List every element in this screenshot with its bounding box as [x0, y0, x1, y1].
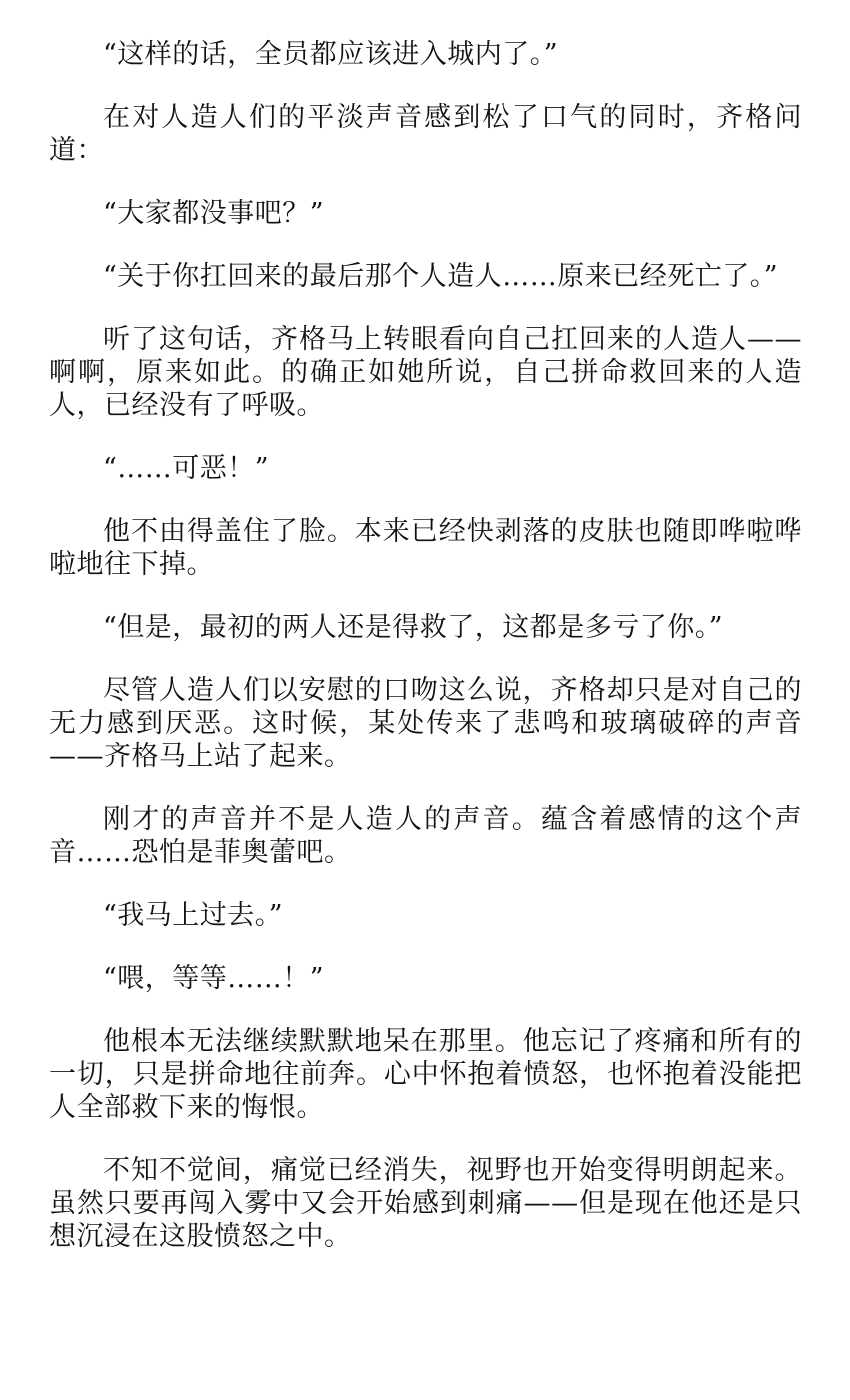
paragraph: “这样的话，全员都应该进入城内了。” [103, 39, 559, 70]
paragraph: “喂，等等……！” [103, 963, 325, 994]
paragraph: “……可恶！” [103, 453, 270, 484]
paragraph: “大家都没事吧？” [103, 198, 325, 229]
paragraph: 听了这句话，齐格马上转眼看向自己扛回来的人造人——啊啊，原来如此。的确正如她所说，自己拼命救回来的人造人，已经没有了呼吸。 [49, 324, 802, 421]
paragraph: “我马上过去。” [103, 900, 284, 931]
paragraph: 他根本无法继续默默地呆在那里。他忘记了疼痛和所有的一切，只是拼命地往前奔。心中怀抱着愤怒，也怀抱着没能把人全部救下来的悔恨。 [49, 1026, 802, 1123]
paragraph: 在对人造人们的平淡声音感到松了口气的同时，齐格问道： [49, 102, 802, 166]
paragraph: “关于你扛回来的最后那个人造人……原来已经死亡了。” [103, 261, 779, 292]
paragraph: 刚才的声音并不是人造人的声音。蕴含着感情的这个声音……恐怕是菲奥蕾吧。 [49, 804, 802, 868]
paragraph: 他不由得盖住了脸。本来已经快剥落的皮肤也随即哗啦哗啦地往下掉。 [49, 516, 802, 580]
paragraph: “但是，最初的两人还是得救了，这都是多亏了你。” [103, 612, 724, 643]
paragraph: 尽管人造人们以安慰的口吻这么说，齐格却只是对自己的无力感到厌恶。这时候，某处传来了悲鸣和玻璃破碎的声音——齐格马上站了起来。 [49, 675, 802, 772]
paragraph: 不知不觉间，痛觉已经消失，视野也开始变得明朗起来。虽然只要再闯入雾中又会开始感到刺痛——但是现在他还是只想沉浸在这股愤怒之中。 [49, 1155, 802, 1252]
